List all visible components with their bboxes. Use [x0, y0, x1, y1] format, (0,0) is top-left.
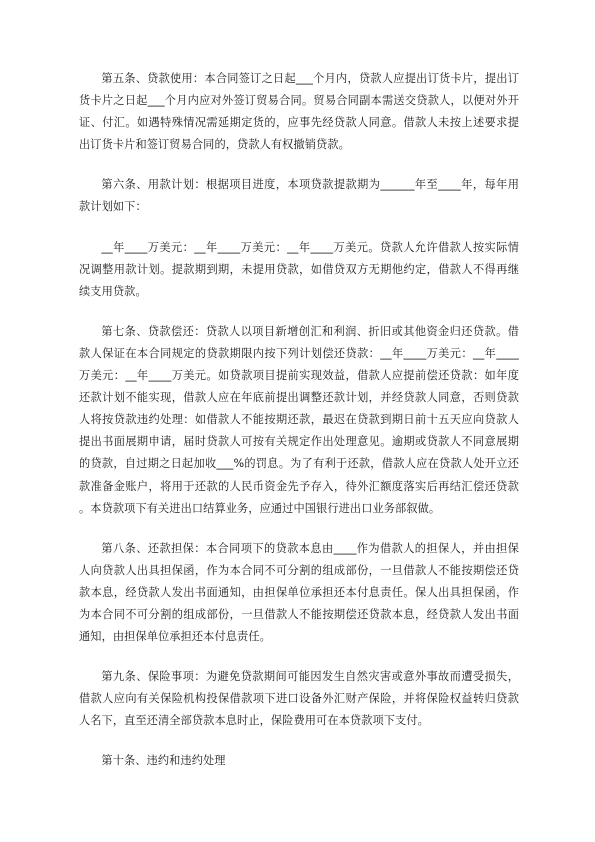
paragraph-gap	[79, 520, 519, 538]
document-body	[79, 68, 519, 773]
paragraph-gap	[79, 156, 519, 174]
paragraph-article-8: 第八条、还款担保：本合同项下的贷款本息由____作为借款人的担保人，并由担保人向贷款人出具担保函，作为本合同不可分割的组成部份，一旦借款人不能按期偿还贷款本息，经贷款人发出书面通知，由担保单位承担还本付息责任。保人出具担保函，作为本合同不可分割的组成部份，一旦借款人不能按期偿还贷款本息，经贷款人发出书面通知，由担保单位承担还本付息责任。	[79, 541, 519, 644]
paragraph-article-7: 第七条、贷款偿还：贷款人以项目新增创汇和利润、折旧或其他资金归还贷款。借款人保证在本合同规定的贷款期限内按下列计划偿还贷款：__年____万美元：__年____万美元：__年____万美元。如贷款项目提前实现效益，借款人应提前偿还贷款：如年度还款计划不能实现，借款人应在年底前提出调整还款计划，并经贷款人同意，否则贷款人将按贷款违约处理：如借款人不能按期还款，最迟在贷款到期日前十五天应向贷款人提出书面展期申请，届时贷款人可按有关规定作出处理意见。逾期或贷款人不同意展期的贷款，自过期之日起加收___%的罚息。为了有利于还款，借款人应在贷款人处开立还款准备金账户，将用于还款的人民币资金先予存入，待外汇额度落实后再结汇偿还贷款。本贷款项下有关进出口结算业务，应通过中国银行进出口业务部叙做。	[79, 324, 519, 515]
paragraph-gap	[79, 648, 519, 666]
paragraph-gap	[79, 303, 519, 321]
paragraph-drawdown-plan: __年____万美元：__年____万美元：__年____万美元。贷款人允许借款人按实际情况调整用款计划。提款期到期，未提用贷款，如借贷双方无期他约定，借款人不得再继续支用贷款。	[79, 240, 519, 298]
paragraph-gap	[79, 219, 519, 237]
paragraph-article-6: 第六条、用款计划：根据项目进度，本项贷款提款期为______年至____年，每年用款计划如下：	[79, 178, 519, 214]
paragraph-article-9: 第九条、保险事项：为避免贷款期间可能因发生自然灾害或意外事故而遭受损失，借款人应向有关保险机构投保借款项下进口设备外汇财产保险，并将保险权益转归贷款人名下，直至还清全部贷款本息时止，保险费用可在本贷款项下支付。	[79, 670, 519, 728]
paragraph-article-10-heading: 第十条、违约和违约处理	[101, 754, 226, 768]
paragraph-article-5: 第五条、贷款使用：本合同签订之日起___个月内，贷款人应提出订货卡片，提出订货卡片之日起___个月内应对外签订贸易合同。贸易合同副本需送交贷款人，以便对外开证、付汇。如遇特殊情况需延期定货的，应事先经贷款人同意。借款人未按上述要求提出订货卡片和签订贸易合同的，贷款人有权撤销贷款。	[79, 72, 519, 152]
paragraph-gap	[79, 732, 519, 750]
